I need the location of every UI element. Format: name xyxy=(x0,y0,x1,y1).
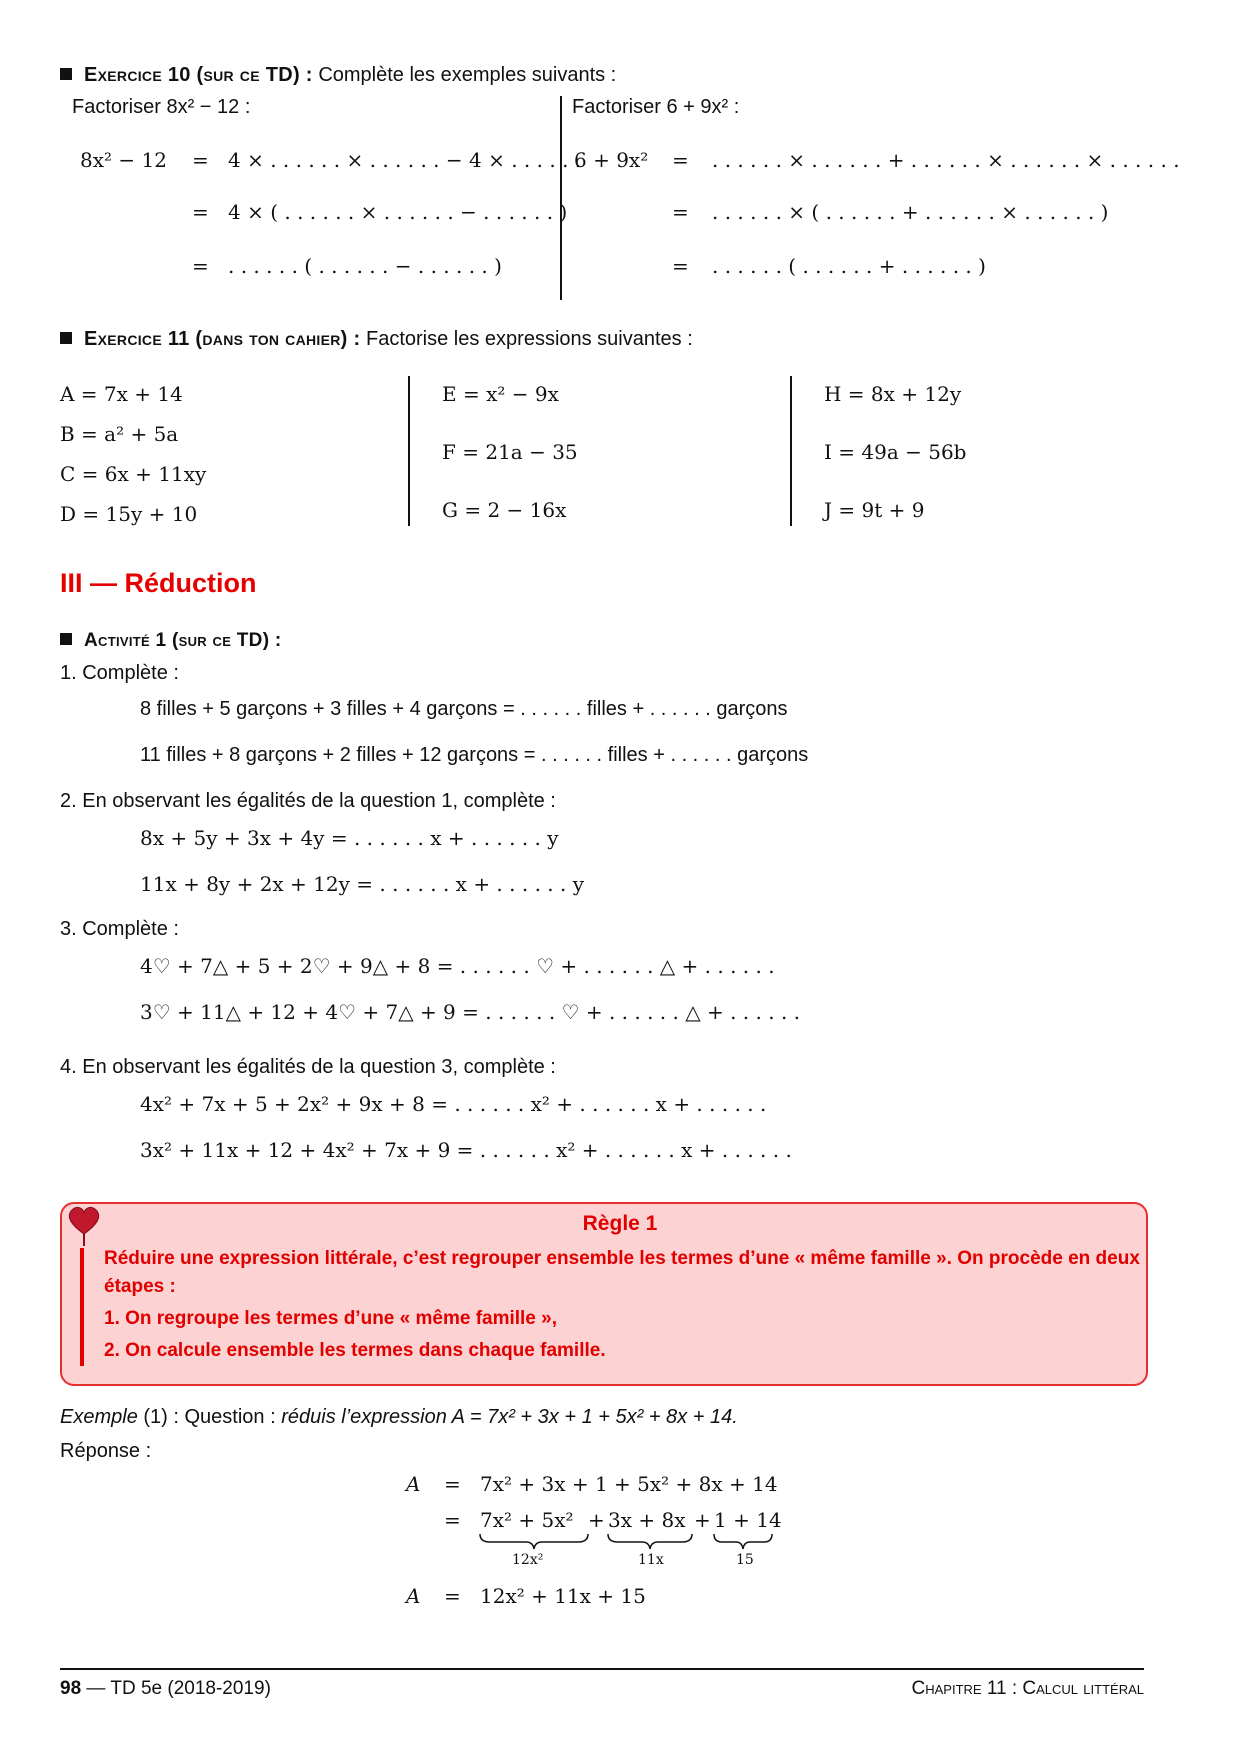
rule-text-line2: étapes : xyxy=(104,1276,176,1297)
ex10-right-eq2: = xyxy=(672,200,689,224)
act1-q1b[interactable]: 11 filles + 8 garçons + 2 filles + 12 garçons = . . . . . . filles + . . . . . . garçons xyxy=(140,744,809,766)
ex11-expr-d: D = 15y + 10 xyxy=(60,502,198,526)
act1-q3: 3. Complète : xyxy=(60,918,179,940)
act1-title: Activité 1 (sur ce TD) : xyxy=(84,630,282,651)
ex10-left-row3[interactable]: . . . . . . ( . . . . . . − . . . . . . ) xyxy=(228,254,502,278)
example-l3-eq: = xyxy=(444,1584,461,1608)
ex11-instruction: Factorise les expressions suivantes : xyxy=(365,328,693,350)
ex11-divider-2 xyxy=(790,376,792,526)
rule-title: Règle 1 xyxy=(582,1212,658,1235)
example-plus-2: + xyxy=(694,1508,711,1532)
example-l1-rhs: 7x² + 3x + 1 + 5x² + 8x + 14 xyxy=(480,1472,778,1496)
ex11-title: Exercice 11 (dans ton cahier) : xyxy=(84,328,361,350)
example-task: réduis l’expression A = 7x² + 3x + 1 + 5x² + 8x + 14. xyxy=(281,1406,738,1428)
ex10-left-eq1: = xyxy=(192,148,209,172)
example-number: (1) : xyxy=(143,1406,179,1428)
ex10-right-heading: Factoriser 6 + 9x² : xyxy=(572,96,740,118)
ex10-title: Exercice 10 (sur ce TD) : xyxy=(84,64,313,86)
example-group-2: 3x + 8x xyxy=(608,1508,686,1532)
example-l1-eq: = xyxy=(444,1472,461,1496)
example-under-2: 11x xyxy=(638,1552,664,1568)
ex11-expr-a: A = 7x + 14 xyxy=(60,382,183,406)
act1-q1a[interactable]: 8 filles + 5 garçons + 3 filles + 4 garçons = . . . . . . filles + . . . . . . garçons xyxy=(140,698,788,720)
ex11-expr-g: G = 2 − 16x xyxy=(442,498,567,522)
act1-q1: 1. Complète : xyxy=(60,662,179,684)
bullet-square-icon xyxy=(60,633,72,645)
rule-item-1: 1. On regroupe les termes d’une « même famille », xyxy=(104,1308,558,1329)
ex10-left-row2[interactable]: 4 × ( . . . . . . × . . . . . . − . . . . . . ) xyxy=(228,200,568,224)
act1-q3a[interactable]: 4♡ + 7△ + 5 + 2♡ + 9△ + 8 = . . . . . . ♡ + . . . . . . △ + . . . . . . xyxy=(140,954,775,978)
rule-left-bar xyxy=(80,1248,84,1366)
footer-page-number: 98 xyxy=(60,1678,82,1699)
example-under-1: 12x² xyxy=(512,1552,544,1568)
example-plus-1: + xyxy=(588,1508,605,1532)
ex10-left-eq3: = xyxy=(192,254,209,278)
footer-left xyxy=(60,1678,271,1700)
example-answer-label: Réponse : xyxy=(60,1440,152,1462)
footer-chapter: Chapitre 11 : Calcul littéral xyxy=(911,1678,1144,1699)
section-title: III — Réduction xyxy=(60,568,257,598)
ex11-expr-f: F = 21a − 35 xyxy=(442,440,578,464)
act1-q4b[interactable]: 3x² + 11x + 12 + 4x² + 7x + 9 = . . . . . . x² + . . . . . . x + . . . . . . xyxy=(140,1138,792,1162)
ex11-expr-c: C = 6x + 11xy xyxy=(60,462,207,486)
bullet-square-icon xyxy=(60,332,72,344)
ex10-left-row1[interactable]: 4 × . . . . . . × . . . . . . − 4 × . . . . . . xyxy=(228,148,582,172)
rule-text-line1: Réduire une expression littérale, c’est regrouper ensemble les termes d’une « même famille ». On procède en deux xyxy=(104,1248,1140,1269)
act1-header xyxy=(60,630,282,652)
example-l3-lhs: A xyxy=(406,1584,421,1608)
ex11-expr-i: I = 49a − 56b xyxy=(824,440,967,464)
example-under-3: 15 xyxy=(736,1552,754,1568)
act1-q3b[interactable]: 3♡ + 11△ + 12 + 4♡ + 7△ + 9 = . . . . . . ♡ + . . . . . . △ + . . . . . . xyxy=(140,1000,801,1024)
example-group-1: 7x² + 5x² xyxy=(480,1508,574,1532)
ex10-left-lhs: 8x² − 12 xyxy=(80,148,167,172)
ex11-expr-j: J = 9t + 9 xyxy=(824,498,925,522)
example-l3-rhs: 12x² + 11x + 15 xyxy=(480,1584,646,1608)
example-label: Exemple xyxy=(60,1406,138,1428)
ex10-left-eq2: = xyxy=(192,200,209,224)
example-l2-eq: = xyxy=(444,1508,461,1532)
ex10-divider xyxy=(560,96,562,300)
ex11-header xyxy=(60,328,693,351)
example-group-3: 1 + 14 xyxy=(714,1508,782,1532)
ex10-left-heading: Factoriser 8x² − 12 : xyxy=(72,96,251,118)
ex10-right-lhs: 6 + 9x² xyxy=(574,148,649,172)
ex11-expr-h: H = 8x + 12y xyxy=(824,382,962,406)
ex10-right-eq3: = xyxy=(672,254,689,278)
ex11-expr-e: E = x² − 9x xyxy=(442,382,559,406)
ex10-right-row1[interactable]: . . . . . . × . . . . . . + . . . . . . × . . . . . . × . . . . . . xyxy=(712,148,1180,172)
act1-q2: 2. En observant les égalités de la question 1, complète : xyxy=(60,790,556,812)
ex10-right-row2[interactable]: . . . . . . × ( . . . . . . + . . . . . . × . . . . . . ) xyxy=(712,200,1109,224)
act1-q4a[interactable]: 4x² + 7x + 5 + 2x² + 9x + 8 = . . . . . . x² + . . . . . . x + . . . . . . xyxy=(140,1092,767,1116)
example-l1-lhs: A xyxy=(406,1472,421,1496)
act1-q4: 4. En observant les égalités de la question 3, complète : xyxy=(60,1056,556,1078)
footer-rule xyxy=(60,1668,1144,1670)
act1-q2b[interactable]: 11x + 8y + 2x + 12y = . . . . . . x + . . . . . . y xyxy=(140,872,585,896)
ex10-right-row3[interactable]: . . . . . . ( . . . . . . + . . . . . . ) xyxy=(712,254,986,278)
rule-item-2: 2. On calcule ensemble les termes dans chaque famille. xyxy=(104,1340,606,1361)
ex11-divider-1 xyxy=(408,376,410,526)
bullet-square-icon xyxy=(60,68,72,80)
footer-course: — TD 5e (2018-2019) xyxy=(81,1678,271,1699)
ex10-header xyxy=(60,64,616,87)
underbrace-group xyxy=(478,1532,778,1552)
ex10-right-eq1: = xyxy=(672,148,689,172)
ex10-instruction: Complète les exemples suivants : xyxy=(318,64,617,86)
example-statement xyxy=(60,1406,738,1429)
example-question-label: Question : xyxy=(184,1406,276,1428)
ex11-expr-b: B = a² + 5a xyxy=(60,422,179,446)
act1-q2a[interactable]: 8x + 5y + 3x + 4y = . . . . . . x + . . . . . . y xyxy=(140,826,559,850)
